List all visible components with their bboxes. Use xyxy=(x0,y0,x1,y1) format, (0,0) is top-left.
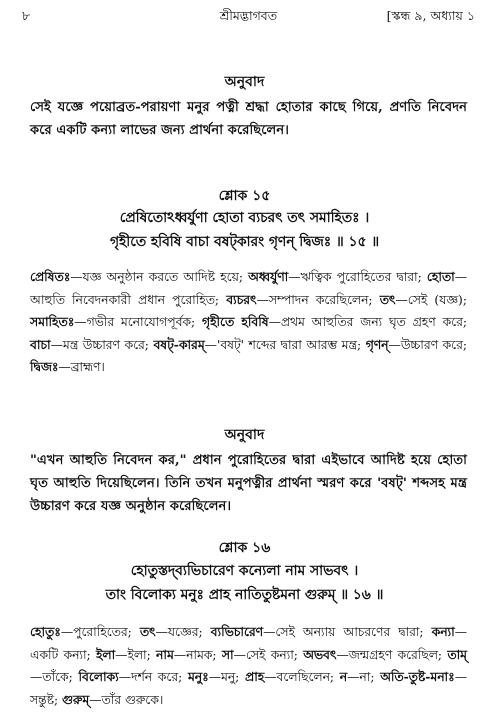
page-header xyxy=(22,4,475,26)
synonym-meaning: —মনু; xyxy=(208,670,246,684)
book-title: শ্রীমদ্ভাগবত xyxy=(219,8,278,23)
synonym-meaning: —'বষট্' শব্দের দ্বারা আরম্ভ মন্ত্র; xyxy=(204,337,366,352)
synonym-term: অতি-তুষ্ট-মনাঃ xyxy=(380,669,455,684)
synonym-meaning: —না; xyxy=(347,670,381,684)
synonym-meaning: —উচ্চারণ করে; xyxy=(388,337,467,352)
synonym-meaning: —তাঁকে; xyxy=(30,670,79,684)
synonym-term: তাম্ xyxy=(447,646,468,662)
synonym-term: সমাহিতঃ xyxy=(30,314,75,329)
synonym-term: ব্যচরৎ xyxy=(226,291,257,307)
synonym-meaning: —সেই কন্যা; xyxy=(233,647,304,662)
synonym-term: সা xyxy=(221,646,234,662)
synonym-meaning: —দর্শন করে; xyxy=(118,670,188,684)
sloka-16-line-2: তাং বিলোক্য মনুঃ প্রাহ নাতিতুষ্টমনা গুরুম্ ॥ ১৬ ॥ xyxy=(105,587,384,603)
sloka-16-heading: শ্লোক ১৬ xyxy=(218,540,271,556)
translation-heading-2: অনুবাদ xyxy=(224,427,265,443)
synonym-meaning: —আহুতি নিবেদনকারী প্রধান পুরোহিত; xyxy=(30,270,468,307)
synonym-term: নাম xyxy=(156,646,174,662)
synonym-meaning: —সেই অন্যায় আচরণের দ্বারা; xyxy=(263,625,432,639)
synonym-meaning: —নামক; xyxy=(173,647,222,662)
synonym-meaning: —যজ্ঞ অনুষ্ঠান করতে আদিষ্ট হয়ে; xyxy=(70,270,249,284)
synonym-term: তৎ xyxy=(139,624,156,639)
synonym-meaning: —তাঁর গুরুকে। xyxy=(89,692,164,707)
synonym-term: বিলোক্য xyxy=(78,669,119,684)
synonym-term: ব্যভিচারেণ xyxy=(210,624,264,639)
synonym-term: গৃণন্ xyxy=(365,336,389,352)
synonym-meaning: —বলেছিলেন; xyxy=(264,670,340,684)
synonym-term: অভবৎ xyxy=(303,646,337,662)
sloka-15-heading: শ্লোক ১৫ xyxy=(218,188,271,204)
synonym-term: কন্যা xyxy=(431,624,455,639)
synonym-meaning: —ঋত্বিক পুরোহিতের দ্বারা; xyxy=(288,270,427,284)
synonym-term: অধ্বর্যুণা xyxy=(248,269,289,284)
synonym-meaning: —প্রথম আহুতির জন্য ঘৃত গ্রহণ করে; xyxy=(268,315,467,329)
synonym-term: হোতা xyxy=(426,269,455,284)
synonym-term: ন xyxy=(339,669,348,684)
synonym-meaning: —জন্মগ্রহণ করেছিল; xyxy=(336,647,448,662)
synonym-meaning: —পুরোহিতের; xyxy=(60,625,140,639)
sloka-16-line-1: হোতুস্তদ্‌ব্যভিচারেণ কন্যেলা নাম সাভবৎ । xyxy=(130,563,359,579)
synonym-term: দ্বিজঃ xyxy=(30,359,59,374)
synonym-meaning: —ব্রাহ্মণ। xyxy=(58,360,105,374)
synonym-meaning: —যজ্ঞের; xyxy=(155,625,211,639)
synonym-term: প্রাহ xyxy=(245,669,265,684)
translation-heading-1: অনুবাদ xyxy=(224,74,265,90)
synonym-meaning: —সন্তুষ্ট; xyxy=(30,670,467,707)
synonym-term: প্রেষিতঃ xyxy=(30,269,71,284)
synonym-term: মনুঃ xyxy=(187,669,209,684)
synonym-meaning: —একটি কন্যা; xyxy=(30,625,467,662)
chapter-reference: [স্কন্ধ ৯, অধ্যায় ১ xyxy=(386,8,475,23)
sloka-15-line-2: গৃহীতে হবিষি বাচা বষট্‌কারং গৃণন্ দ্বিজঃ ॥ ১৫ ॥ xyxy=(109,234,380,250)
sloka-15-line-1: প্রেষিতোঽধ্বর্যুণা হোতা ব্যচরৎ তৎ সমাহিতঃ । xyxy=(119,210,370,226)
synonym-term: ইলা xyxy=(96,646,116,662)
synonym-meaning: —সেই (যজ্ঞ); xyxy=(395,292,467,307)
sloka-16-synonyms xyxy=(30,621,467,711)
synonym-meaning: —ইলা; xyxy=(115,647,157,662)
sloka-15-synonyms xyxy=(30,266,467,379)
synonym-meaning: —গভীর মনোযোগপূর্বক; xyxy=(74,315,203,329)
synonym-term: বাচা xyxy=(30,336,51,352)
synonym-term: হোতুঃ xyxy=(30,624,61,639)
synonym-meaning: —সম্পাদন করেছিলেন; xyxy=(256,292,380,307)
translation-text-1: সেই যজ্ঞে পয়োব্রত-পরায়ণা মনুর পত্নী শ্রদ্ধা হোতার কাছে গিয়ে, প্রণতি নিবেদন করে একটি কন্যা লাভের জন্য প্রার্থনা করেছিলেন। xyxy=(30,100,467,138)
synonym-term: বষট্‌-কারম্ xyxy=(153,336,205,352)
synonym-meaning: —মন্ত্র উচ্চারণ করে; xyxy=(50,337,154,352)
synonym-term: তৎ xyxy=(379,291,396,307)
synonym-term: গৃহীতে হবিষি xyxy=(202,314,269,329)
synonym-term: গুরুম্ xyxy=(62,691,90,707)
translation-text-2: "এখন আহুতি নিবেদন কর," প্রধান পুরোহিতের দ্বারা এইভাবে আদিষ্ট হয়ে হোতা ঘৃত আহুতি দিয়েছিলেন। তিনি তখন মনুপত্নীর প্রার্থনা স্মরণ করে 'বষট্' শব্দসহ মন্ত্র উচ্চারণ করে যজ্ঞ অনুষ্ঠান করেছিলেন। xyxy=(30,453,467,514)
page-number: ৮ xyxy=(22,8,31,23)
